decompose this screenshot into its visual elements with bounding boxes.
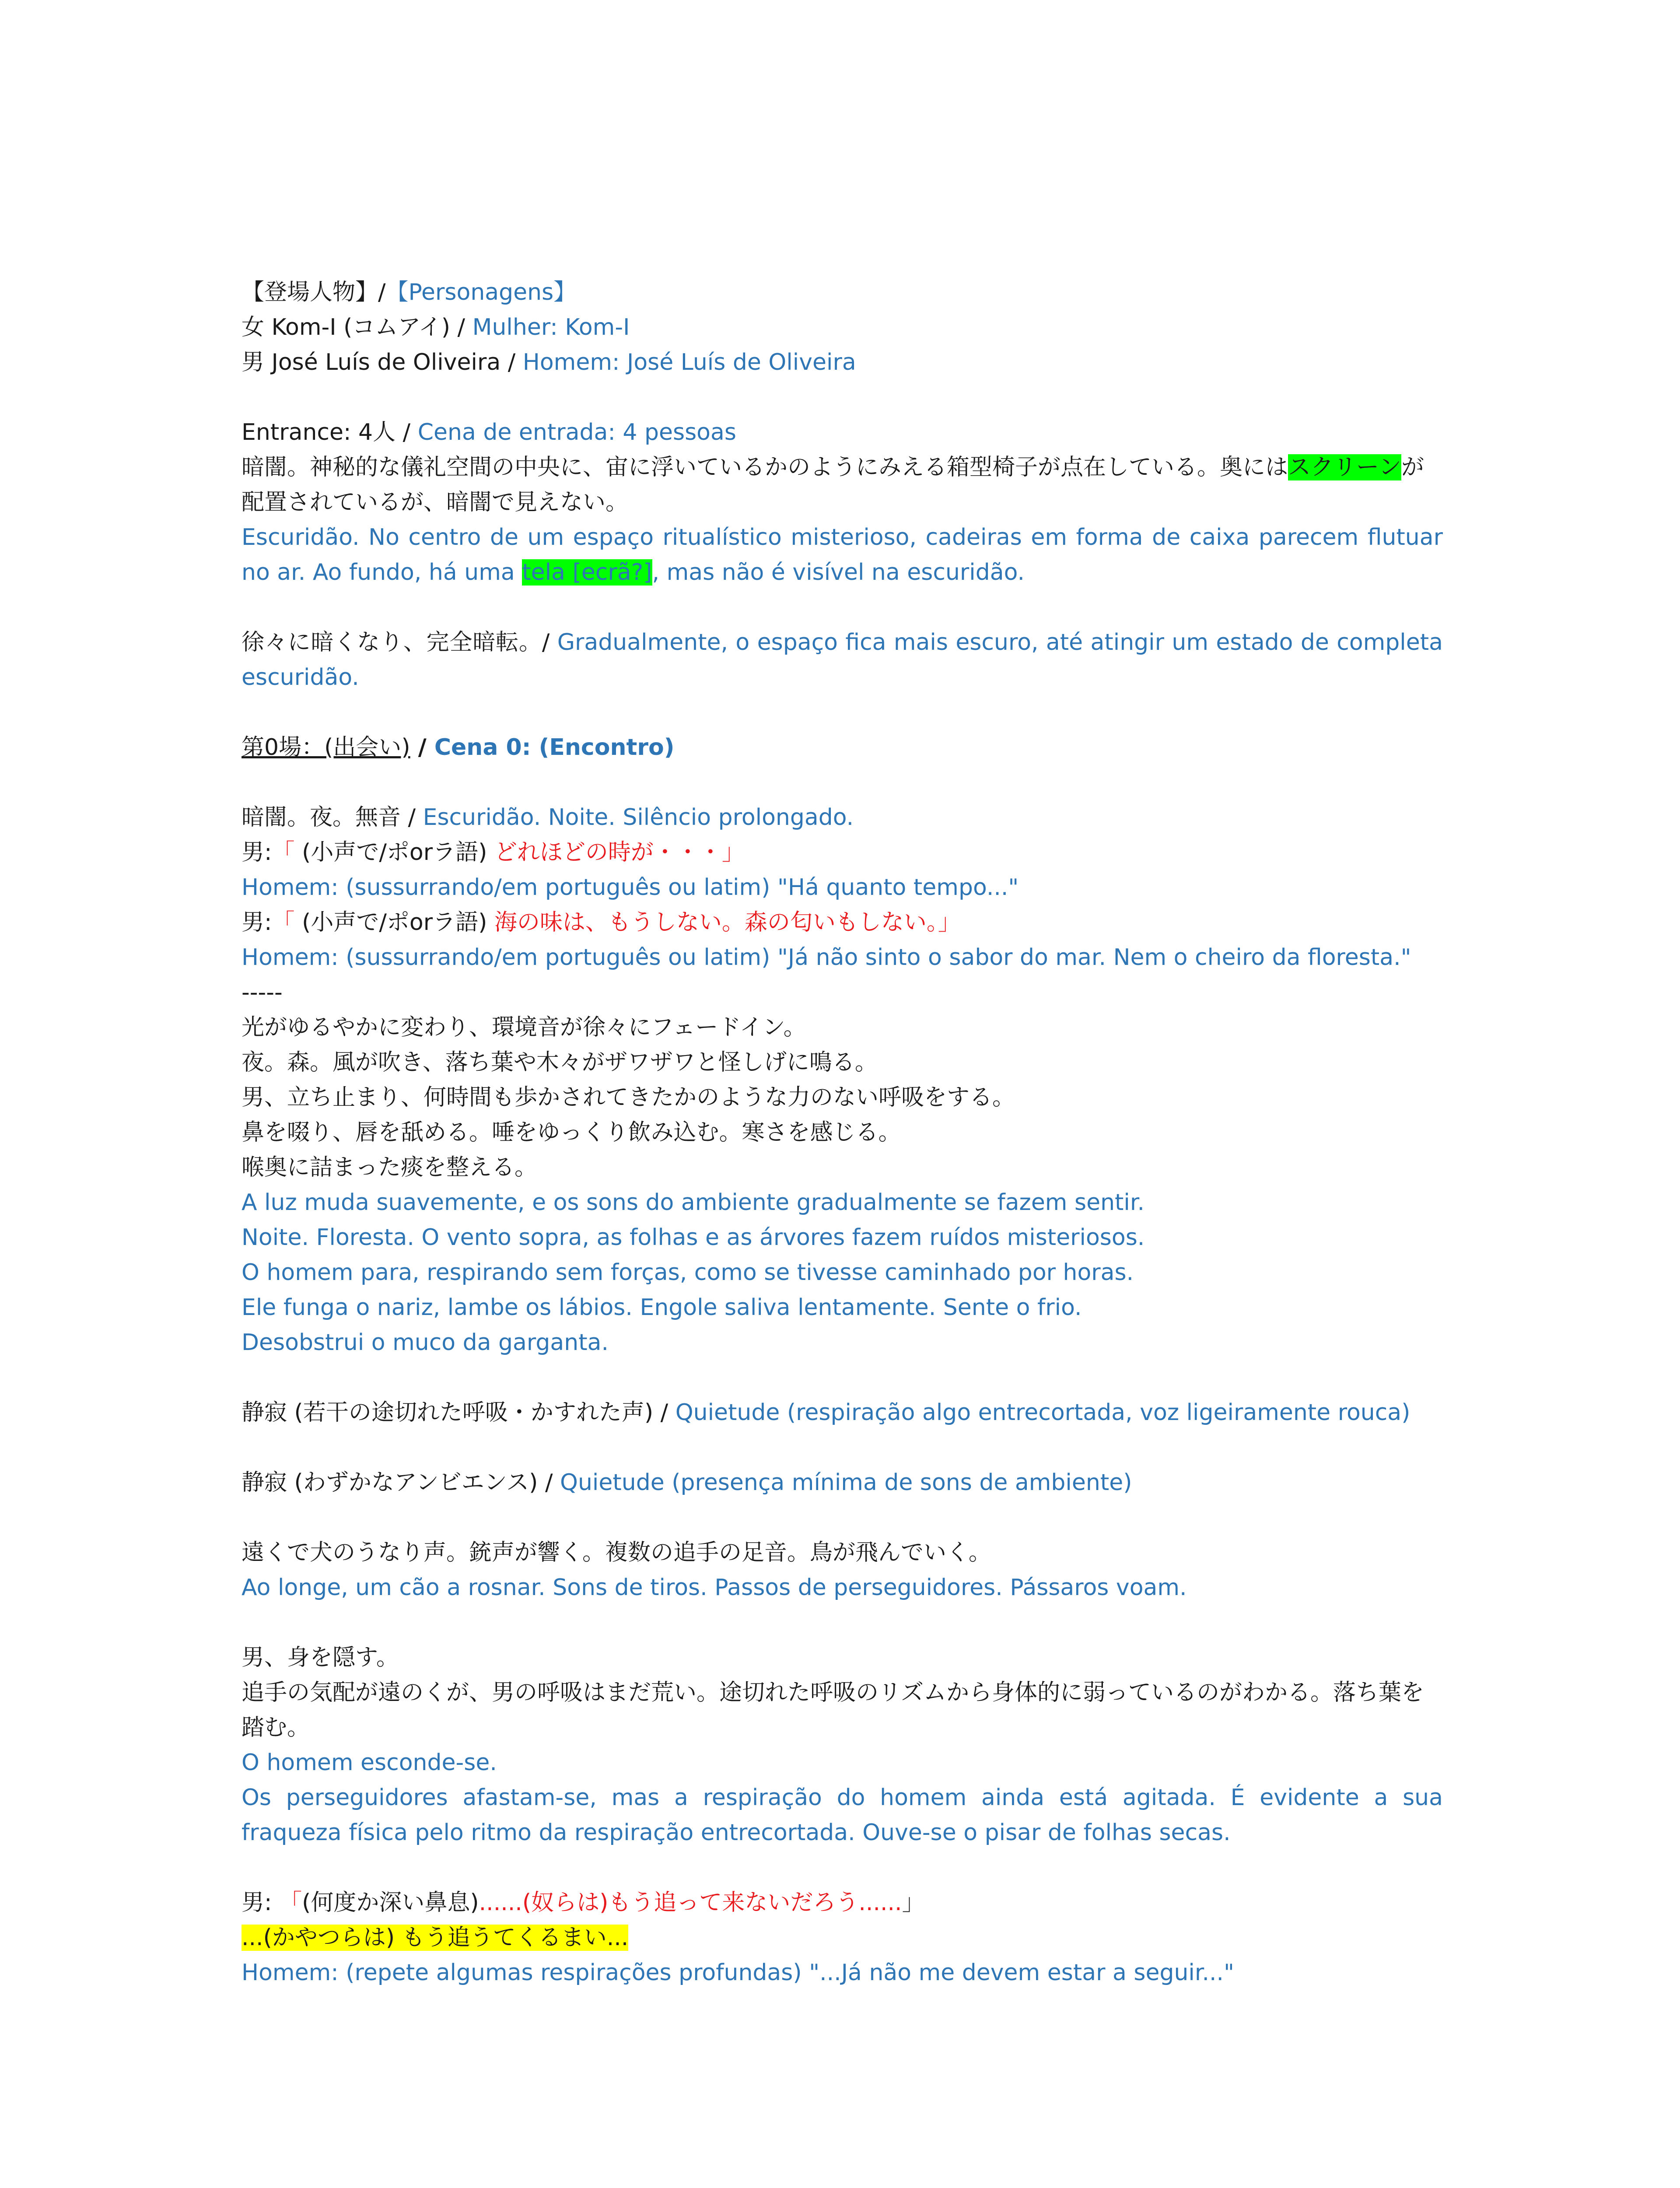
spacer bbox=[242, 695, 1443, 730]
dialogue-1-translation: Homem: (sussurrando/em português ou latim) "Há quanto tempo..." bbox=[242, 874, 1019, 901]
stage-direction-ja-2: 夜。森。風が吹き、落ち葉や木々がザワザワと怪しげに鳴る。 bbox=[242, 1049, 878, 1076]
dialogue-3-text: ......(奴らは)もう追って来ないだろう...... bbox=[479, 1890, 902, 1916]
dialogue-3-translation: Homem: (repete algumas respirações profundas) "...Já não me devem estar a seguir..." bbox=[242, 1960, 1234, 1986]
character-man-pt: Homem: José Luís de Oliveira bbox=[522, 349, 856, 375]
stage-direction-ja-4: 鼻を啜り、唇を舐める。唾をゆっくり飲み込む。寒さを感じる。 bbox=[242, 1119, 901, 1146]
spacer bbox=[242, 1360, 1443, 1395]
characters-heading-pt: 【Personagens】 bbox=[385, 279, 577, 305]
divider: ----- bbox=[242, 979, 283, 1006]
script-content bbox=[242, 275, 1443, 1990]
spacer bbox=[242, 380, 1443, 415]
characters-heading-ja: 【登場人物】/ bbox=[242, 279, 386, 305]
quietude-direction-2 bbox=[242, 1465, 1443, 1500]
screen-highlight-ja: スクリーン bbox=[1288, 454, 1401, 480]
fade-pt: Gradualmente, o espaço fica mais escuro, até atingir um estado de completa escuridão. bbox=[242, 629, 1443, 691]
fade-direction bbox=[242, 625, 1443, 695]
darkness-ja: 暗闇。夜。無音 / bbox=[242, 804, 423, 831]
spacer bbox=[242, 1500, 1443, 1535]
chase-pt: Os perseguidores afastam-se, mas a respiração do homem ainda está agitada. É evidente a sua fraqueza física pelo ritmo da respiração entrecortada. Ouve-se o pisar de folhas secas. bbox=[242, 1785, 1443, 1846]
entrance-description-ja bbox=[242, 450, 1443, 520]
entrance-desc-pt-part1: Escuridão. No centro de um espaço ritualístico misterioso, cadeiras em forma de caixa parecem flutuar no ar. Ao fundo, há uma bbox=[242, 524, 1443, 586]
dialogue-1-text: どれほどの時が・・・」 bbox=[494, 839, 745, 866]
character-man bbox=[242, 345, 1443, 380]
stage-direction-pt-2: Noite. Floresta. O vento sopra, as folhas e as árvores fazem ruídos misteriosos. bbox=[242, 1224, 1145, 1251]
spacer bbox=[242, 1850, 1443, 1885]
dialogue-1-speaker: 男: bbox=[242, 839, 272, 866]
entrance-ja: Entrance: 4人 / bbox=[242, 419, 418, 445]
scene-title-separator: / bbox=[410, 734, 434, 761]
stage-direction-ja-3: 男、立ち止まり、何時間も歩かされてきたかのような力のない呼吸をする。 bbox=[242, 1084, 1015, 1111]
dialogue-1-open-bracket: 「 bbox=[272, 839, 295, 866]
dialogue-2-text: 海の味は、もうしない。森の匂いもしない。」 bbox=[494, 909, 961, 936]
darkness-pt: Escuridão. Noite. Silêncio prolongado. bbox=[423, 804, 854, 831]
stage-direction-pt-3: O homem para, respirando sem forças, como se tivesse caminhado por horas. bbox=[242, 1259, 1134, 1286]
dialogue-line-2 bbox=[242, 905, 1443, 940]
quietude-2-pt: Quietude (presença mínima de sons de ambiente) bbox=[560, 1469, 1132, 1496]
scene-title-pt: Cena 0: (Encontro) bbox=[434, 734, 675, 761]
stage-direction-pt-1: A luz muda suavemente, e os sons do ambiente gradualmente se fazem sentir. bbox=[242, 1189, 1145, 1216]
dialogue-3-alternative-text: ...(かやつらは) もう追うてくるまい... bbox=[242, 1925, 629, 1951]
dialogue-3-alternative bbox=[242, 1920, 1443, 1955]
entrance-pt: Cena de entrada: 4 pessoas bbox=[417, 419, 736, 445]
spacer bbox=[242, 765, 1443, 800]
dialogue-2-translation: Homem: (sussurrando/em português ou latim) "Já não sinto o sabor do mar. Nem o cheiro da floresta." bbox=[242, 944, 1411, 971]
spacer bbox=[242, 590, 1443, 625]
dialogue-line-1 bbox=[242, 835, 1443, 870]
spacer bbox=[242, 1605, 1443, 1640]
hide-pt: O homem esconde-se. bbox=[242, 1750, 497, 1776]
stage-direction-ja-5: 喉奥に詰まった痰を整える。 bbox=[242, 1154, 538, 1181]
dialogue-3-close-bracket: 」 bbox=[902, 1890, 925, 1916]
dialogue-3-open-bracket: 「 bbox=[279, 1890, 302, 1916]
darkness-direction bbox=[242, 800, 1443, 835]
fade-ja: 徐々に暗くなり、完全暗転。/ bbox=[242, 629, 557, 656]
entrance-desc-pt-part2: , mas não é visível na escuridão. bbox=[652, 559, 1025, 586]
entrance-line bbox=[242, 415, 1443, 450]
stage-direction-ja-1: 光がゆるやかに変わり、環境音が徐々にフェードイン。 bbox=[242, 1014, 806, 1041]
spacer bbox=[242, 1430, 1443, 1465]
screen-highlight-pt: tela [ecrã?] bbox=[522, 559, 652, 586]
stage-direction-pt-5: Desobstrui o muco da garganta. bbox=[242, 1329, 609, 1356]
character-woman-ja: 女 Kom-I (コムアイ) / bbox=[242, 314, 472, 340]
dialogue-3-speaker: 男: bbox=[242, 1890, 280, 1916]
quietude-2-ja: 静寂 (わずかなアンビエンス) / bbox=[242, 1469, 560, 1496]
scene-title bbox=[242, 730, 1443, 765]
entrance-desc-ja-part2: が配置されているが、暗闇で見えない。 bbox=[242, 454, 1424, 515]
entrance-desc-ja-part1: 暗闇。神秘的な儀礼空間の中央に、宙に浮いているかのようにみえる箱型椅子が点在している。奥には bbox=[242, 454, 1288, 480]
dialogue-1-direction: (小声で/ポorラ語) bbox=[294, 839, 494, 866]
dialogue-2-speaker: 男: bbox=[242, 909, 272, 936]
dialogue-2-direction: (小声で/ポorラ語) bbox=[294, 909, 494, 936]
stage-direction-pt-4: Ele funga o nariz, lambe os lábios. Engole saliva lentamente. Sente o frio. bbox=[242, 1294, 1082, 1321]
character-woman bbox=[242, 310, 1443, 345]
quietude-1-ja: 静寂 (若干の途切れた呼吸・かすれた声) / bbox=[242, 1399, 676, 1426]
dog-growl-pt: Ao longe, um cão a rosnar. Sons de tiros. Passos de perseguidores. Pássaros voam. bbox=[242, 1574, 1187, 1601]
scene-title-ja: 第0場：(出会い) bbox=[242, 734, 410, 761]
entrance-description-pt bbox=[242, 520, 1443, 590]
hide-ja: 男、身を隠す。 bbox=[242, 1645, 399, 1671]
dialogue-2-open-bracket: 「 bbox=[272, 909, 295, 936]
quietude-direction-1 bbox=[242, 1395, 1443, 1430]
dialogue-3-direction: (何度か深い鼻息) bbox=[302, 1890, 479, 1916]
characters-heading bbox=[242, 275, 1443, 310]
dialogue-line-3 bbox=[242, 1885, 1443, 1920]
dog-growl-ja: 遠くで犬のうなり声。銃声が響く。複数の追手の足音。鳥が飛んでいく。 bbox=[242, 1539, 991, 1566]
character-man-ja: 男 José Luís de Oliveira / bbox=[242, 349, 523, 375]
chase-ja: 追手の気配が遠のくが、男の呼吸はまだ荒い。途切れた呼吸のリズムから身体的に弱っているのがわかる。落ち葉を踏む。 bbox=[242, 1680, 1424, 1741]
quietude-1-pt: Quietude (respiração algo entrecortada, voz ligeiramente rouca) bbox=[675, 1399, 1410, 1426]
character-woman-pt: Mulher: Kom-I bbox=[472, 314, 630, 340]
